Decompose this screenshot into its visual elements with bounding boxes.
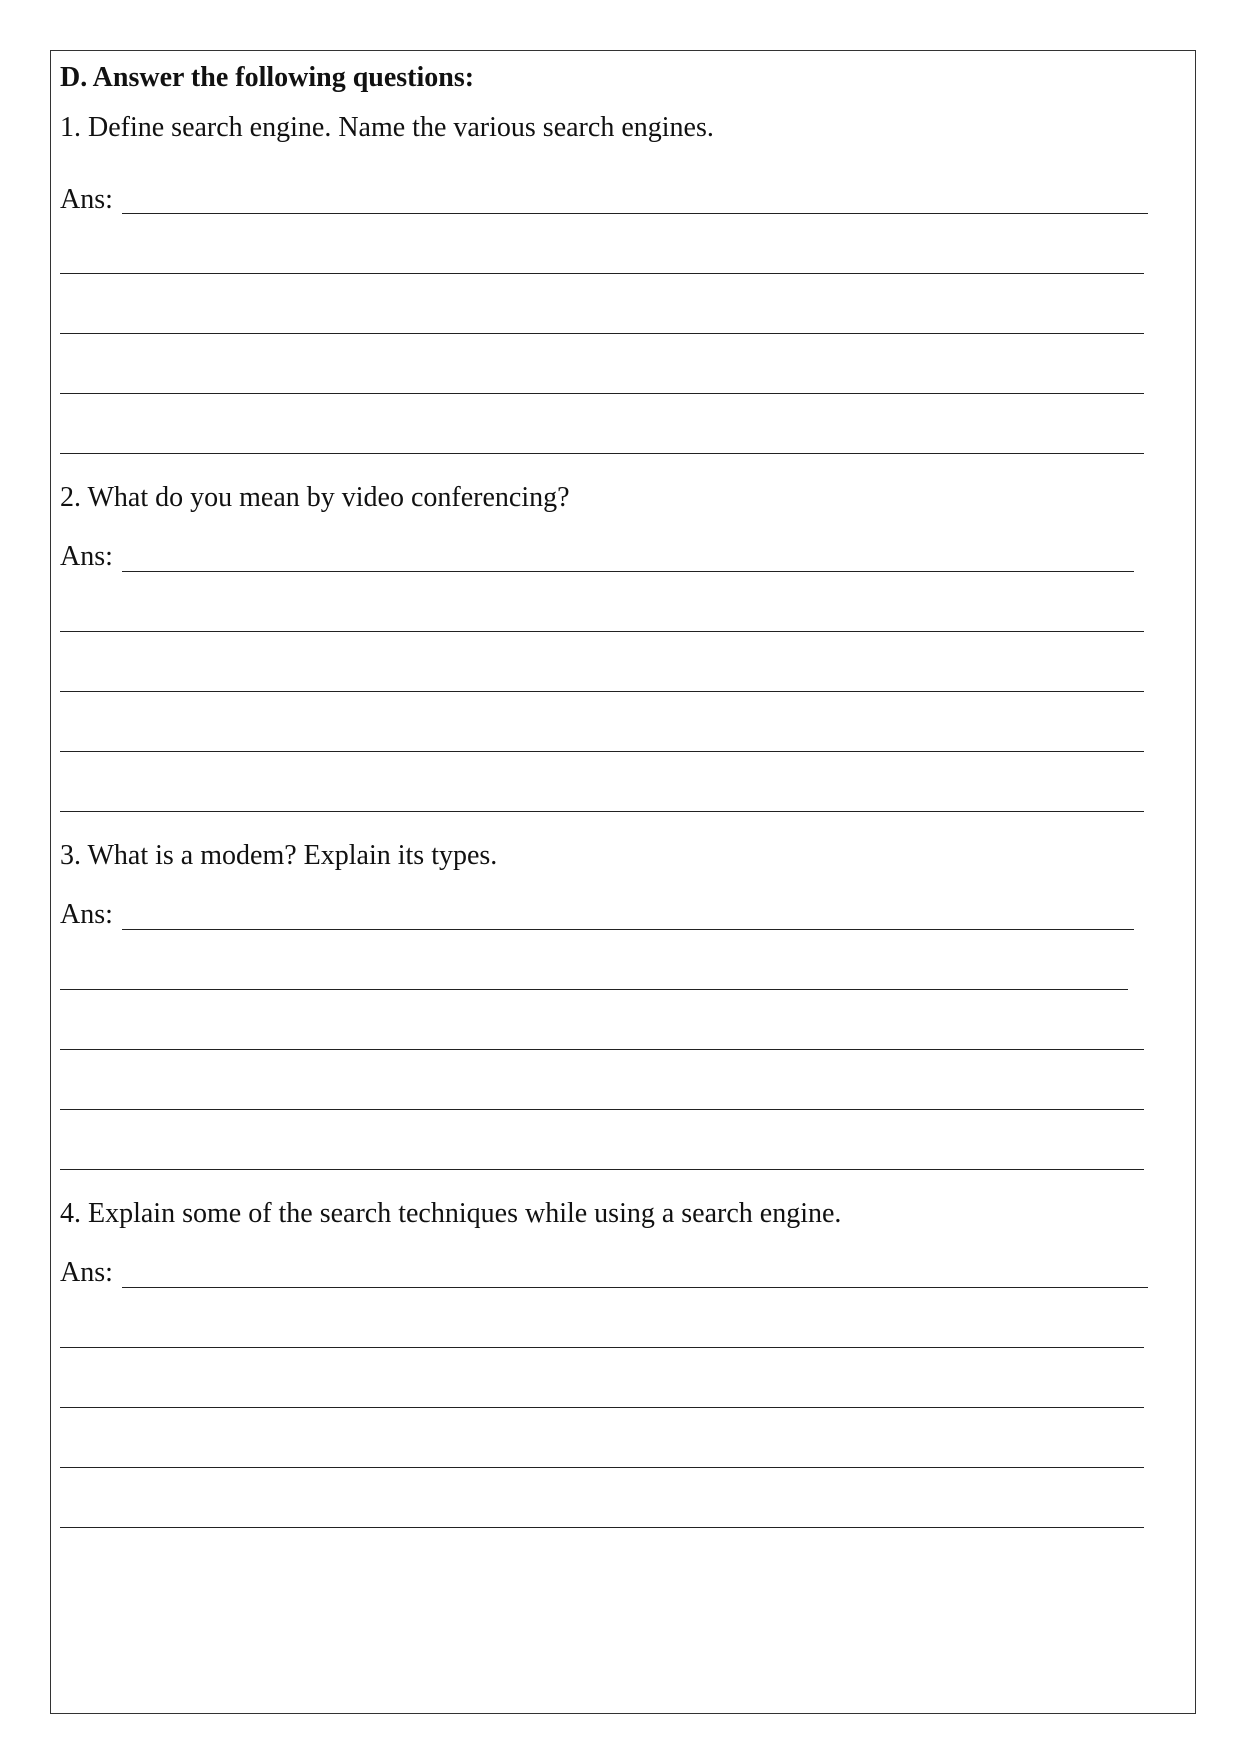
answer-line[interactable] xyxy=(60,1407,1144,1408)
answer-line[interactable] xyxy=(60,989,1128,990)
answer-line[interactable] xyxy=(122,1287,1148,1288)
answer-label-1: Ans: xyxy=(60,184,113,215)
answer-label-3: Ans: xyxy=(60,899,113,930)
section-heading: D. Answer the following questions: xyxy=(60,62,475,93)
answer-line[interactable] xyxy=(60,751,1144,752)
answer-line[interactable] xyxy=(60,393,1144,394)
answer-line[interactable] xyxy=(122,929,1134,930)
question-1: 1. Define search engine. Name the various search engines. xyxy=(60,112,714,143)
answer-line[interactable] xyxy=(60,691,1144,692)
answer-line[interactable] xyxy=(60,1347,1144,1348)
answer-line[interactable] xyxy=(60,1527,1144,1528)
answer-line[interactable] xyxy=(60,1049,1144,1050)
answer-line[interactable] xyxy=(122,213,1148,214)
answer-line[interactable] xyxy=(60,1467,1144,1468)
question-2: 2. What do you mean by video conferencing? xyxy=(60,482,570,513)
answer-line[interactable] xyxy=(60,273,1144,274)
answer-line[interactable] xyxy=(60,631,1144,632)
answer-line[interactable] xyxy=(122,571,1134,572)
question-4: 4. Explain some of the search techniques while using a search engine. xyxy=(60,1198,842,1229)
answer-line[interactable] xyxy=(60,1169,1144,1170)
answer-line[interactable] xyxy=(60,1109,1144,1110)
answer-label-2: Ans: xyxy=(60,541,113,572)
answer-line[interactable] xyxy=(60,333,1144,334)
answer-line[interactable] xyxy=(60,453,1144,454)
answer-label-4: Ans: xyxy=(60,1257,113,1288)
worksheet-frame xyxy=(50,50,1196,1714)
question-3: 3. What is a modem? Explain its types. xyxy=(60,840,498,871)
answer-line[interactable] xyxy=(60,811,1144,812)
